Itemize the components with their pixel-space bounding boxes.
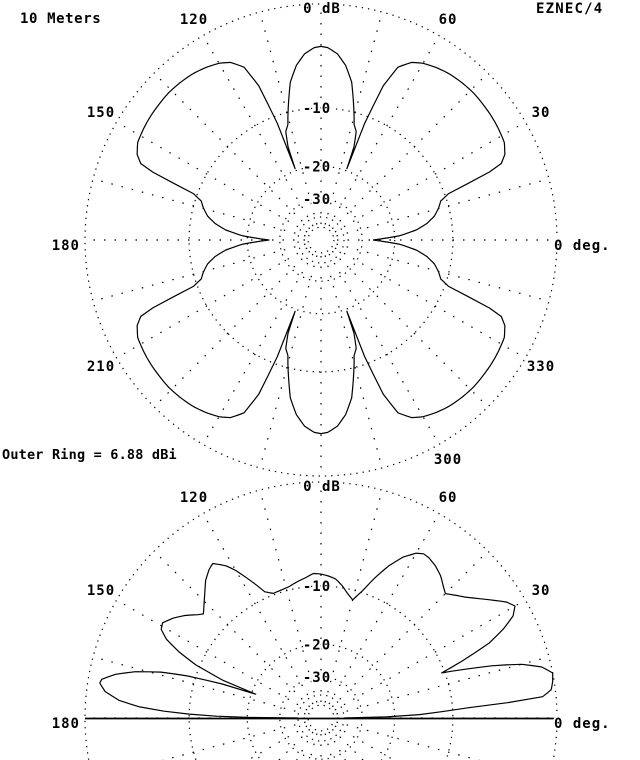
ring-label: -20 [302,637,332,654]
angle-label-30: 30 [531,583,551,599]
plot-title: 10 Meters [20,11,102,27]
zero-db-label: 0 dB [303,1,341,17]
elevation-pattern-curve [100,553,553,718]
angle-label-180: 180 [51,238,80,254]
ring-label: -30 [302,669,332,686]
angle-label-120: 120 [179,12,209,28]
angle-label-0: 0 deg. [554,238,611,254]
angle-label-300: 300 [433,452,463,468]
ring-label: -10 [302,101,332,118]
app-label: EZNEC/4 [536,1,604,17]
angle-label-30: 30 [531,105,551,121]
angle-label-210: 210 [86,359,116,375]
angle-label-150: 150 [86,105,116,121]
angle-label-180: 180 [51,716,80,732]
ring-label: -30 [302,191,332,208]
outer-ring-annotation: Outer Ring = 6.88 dBi [2,447,177,463]
angle-label-330: 330 [526,359,556,375]
angle-label-120: 120 [179,490,209,506]
ring-label: -10 [302,579,332,596]
ring-label: -20 [302,159,332,176]
angle-label-0: 0 deg. [554,716,611,732]
azimuth-pattern-grid [85,4,557,476]
elevation-polar-chart [52,479,611,760]
angle-label-150: 150 [86,583,116,599]
angle-label-60: 60 [438,12,458,28]
angle-label-60: 60 [438,490,458,506]
azimuth-polar-chart [52,1,611,476]
zero-db-label: 0 dB [303,479,341,495]
